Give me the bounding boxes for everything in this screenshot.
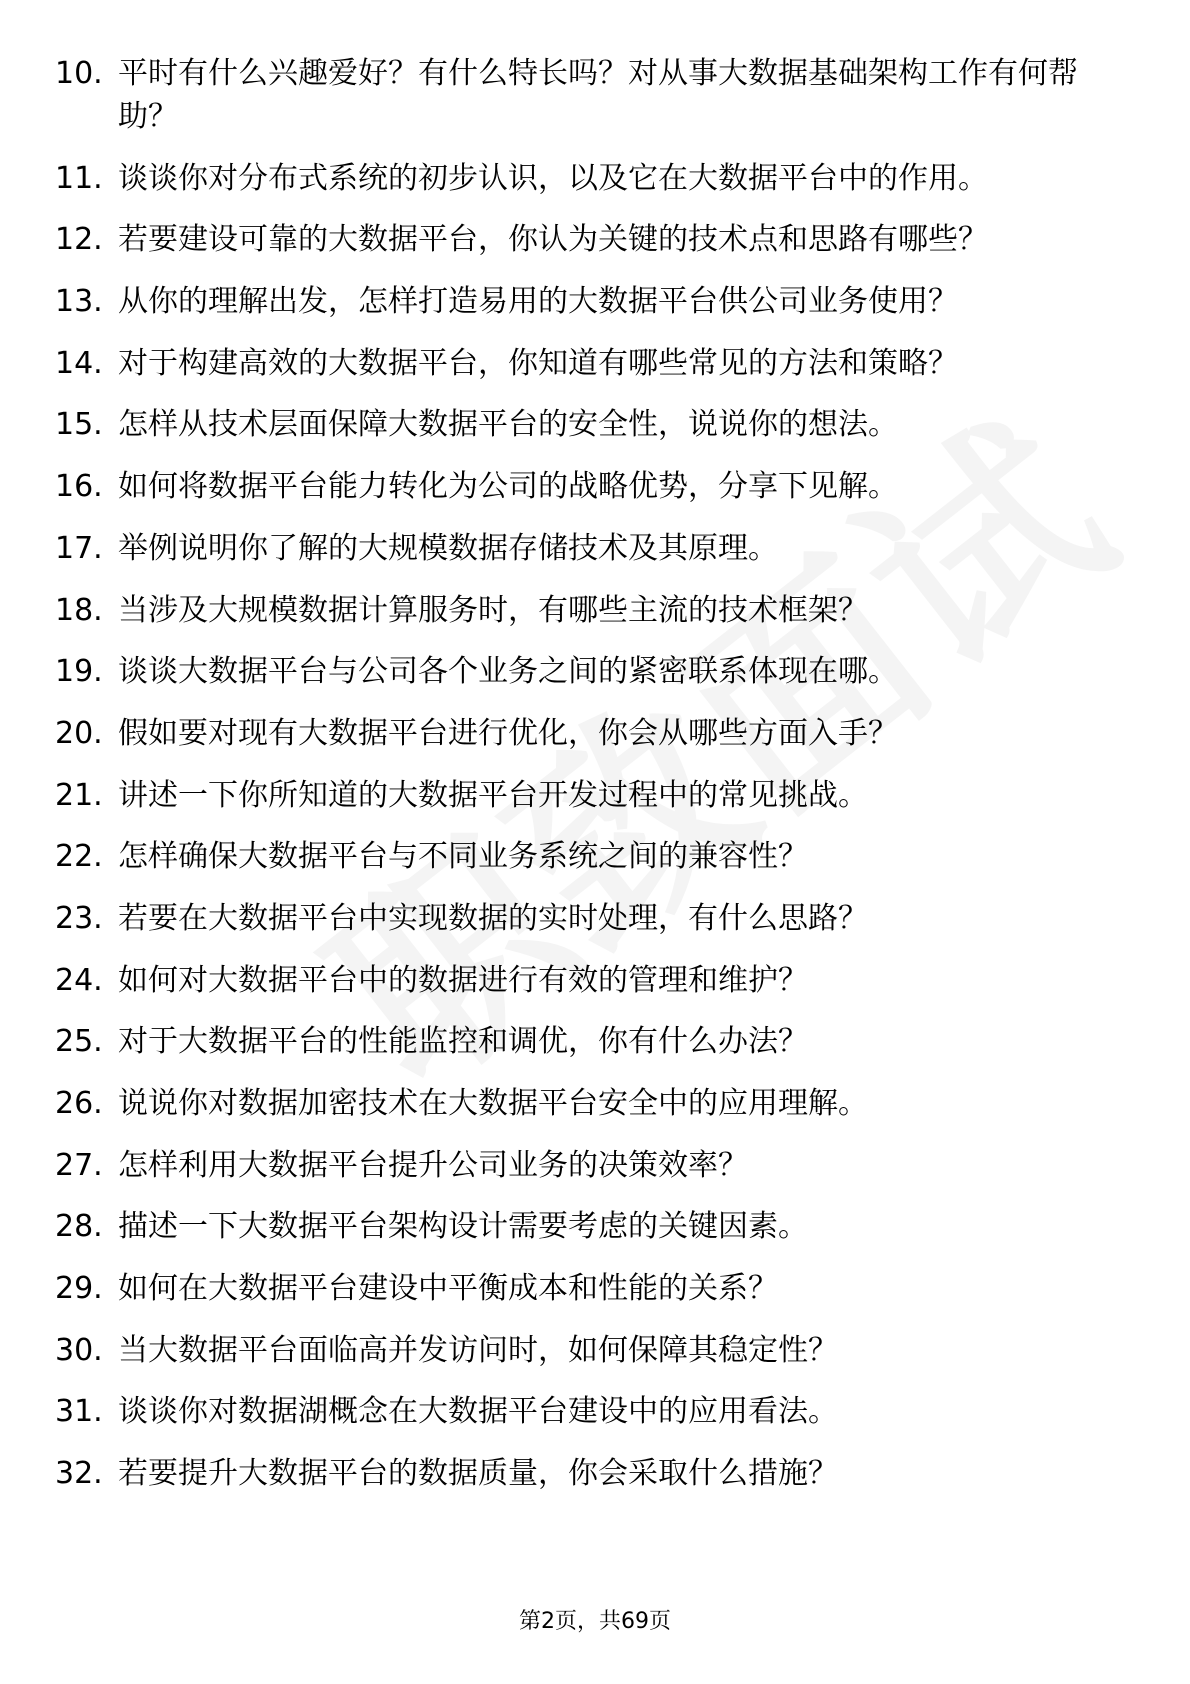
question-text: 描述一下大数据平台架构设计需要考虑的关键因素。 (118, 1209, 808, 1245)
question-text: 谈谈你对数据湖概念在大数据平台建设中的应用看法。 (118, 1394, 838, 1430)
question-item (55, 218, 1115, 261)
question-item (55, 589, 1115, 632)
question-list (55, 52, 1115, 1514)
page-footer (0, 1607, 1190, 1637)
question-item (55, 712, 1115, 755)
question-item (55, 527, 1115, 570)
page-number: 第2页，共69页 (519, 1609, 671, 1634)
question-text: 假如要对现有大数据平台进行优化，你会从哪些方面入手？ (118, 715, 898, 751)
question-number: 26. (55, 1086, 103, 1121)
question-number: 29. (55, 1271, 103, 1307)
question-text: 说说你对数据加密技术在大数据平台安全中的应用理解。 (118, 1086, 868, 1121)
question-item (55, 650, 1115, 693)
question-item (55, 774, 1115, 817)
question-number: 18. (55, 592, 103, 628)
question-item (55, 465, 1115, 508)
question-number: 14. (55, 345, 103, 381)
question-item (55, 959, 1115, 1002)
question-item (55, 1267, 1115, 1310)
question-number: 32. (55, 1456, 103, 1492)
question-item (55, 52, 1115, 138)
question-text: 如何对大数据平台中的数据进行有效的管理和维护？ (118, 962, 808, 998)
question-number: 10. (55, 56, 103, 91)
question-text: 当大数据平台面临高并发访问时，如何保障其稳定性？ (118, 1332, 838, 1368)
question-item (55, 1452, 1115, 1495)
question-number: 25. (55, 1024, 103, 1060)
question-text: 当涉及大规模数据计算服务时，有哪些主流的技术框架？ (118, 592, 868, 628)
question-number: 17. (55, 530, 103, 566)
question-number: 28. (55, 1209, 103, 1245)
question-item (55, 1144, 1115, 1187)
question-item (55, 157, 1115, 200)
question-text: 怎样利用大数据平台提升公司业务的决策效率？ (118, 1147, 748, 1183)
question-text: 讲述一下你所知道的大数据平台开发过程中的常见挑战。 (118, 777, 868, 813)
question-item (55, 342, 1115, 385)
question-number: 24. (55, 962, 103, 998)
question-number: 23. (55, 900, 103, 936)
question-number: 16. (55, 469, 103, 505)
question-number: 31. (55, 1394, 103, 1430)
question-text: 谈谈你对分布式系统的初步认识，以及它在大数据平台中的作用。 (118, 160, 988, 196)
question-number: 21. (55, 777, 103, 813)
question-number: 19. (55, 654, 103, 690)
question-item (55, 1020, 1115, 1063)
question-item (55, 280, 1115, 323)
question-text: 对于大数据平台的性能监控和调优，你有什么办法？ (118, 1024, 808, 1060)
question-number: 15. (55, 407, 103, 443)
question-item (55, 403, 1115, 446)
question-item (55, 1205, 1115, 1248)
question-text: 怎样从技术层面保障大数据平台的安全性，说说你的想法。 (118, 407, 898, 443)
question-text: 谈谈大数据平台与公司各个业务之间的紧密联系体现在哪。 (118, 654, 898, 690)
question-text: 怎样确保大数据平台与不同业务系统之间的兼容性？ (118, 839, 808, 875)
question-item (55, 897, 1115, 940)
question-text: 如何将数据平台能力转化为公司的战略优势，分享下见解。 (118, 469, 898, 505)
question-number: 30. (55, 1332, 103, 1368)
question-text: 如何在大数据平台建设中平衡成本和性能的关系？ (118, 1271, 778, 1307)
question-text: 若要提升大数据平台的数据质量，你会采取什么措施？ (118, 1456, 838, 1492)
question-number: 20. (55, 715, 103, 751)
question-text: 若要建设可靠的大数据平台，你认为关键的技术点和思路有哪些？ (118, 222, 988, 258)
question-item (55, 1082, 1115, 1125)
question-item (55, 835, 1115, 878)
question-number: 13. (55, 284, 103, 320)
question-item (55, 1329, 1115, 1372)
question-number: 22. (55, 839, 103, 875)
question-text: 从你的理解出发，怎样打造易用的大数据平台供公司业务使用？ (118, 284, 958, 320)
question-item (55, 1390, 1115, 1433)
question-number: 12. (55, 222, 103, 258)
question-text: 若要在大数据平台中实现数据的实时处理，有什么思路？ (118, 900, 868, 936)
question-number: 11. (55, 160, 103, 196)
question-text: 举例说明你了解的大规模数据存储技术及其原理。 (118, 530, 778, 566)
question-number: 27. (55, 1147, 103, 1183)
question-text: 对于构建高效的大数据平台，你知道有哪些常见的方法和策略？ (118, 345, 958, 381)
question-text: 平时有什么兴趣爱好？有什么特长吗？对从事大数据基础架构工作有何帮助？ (118, 56, 1078, 134)
